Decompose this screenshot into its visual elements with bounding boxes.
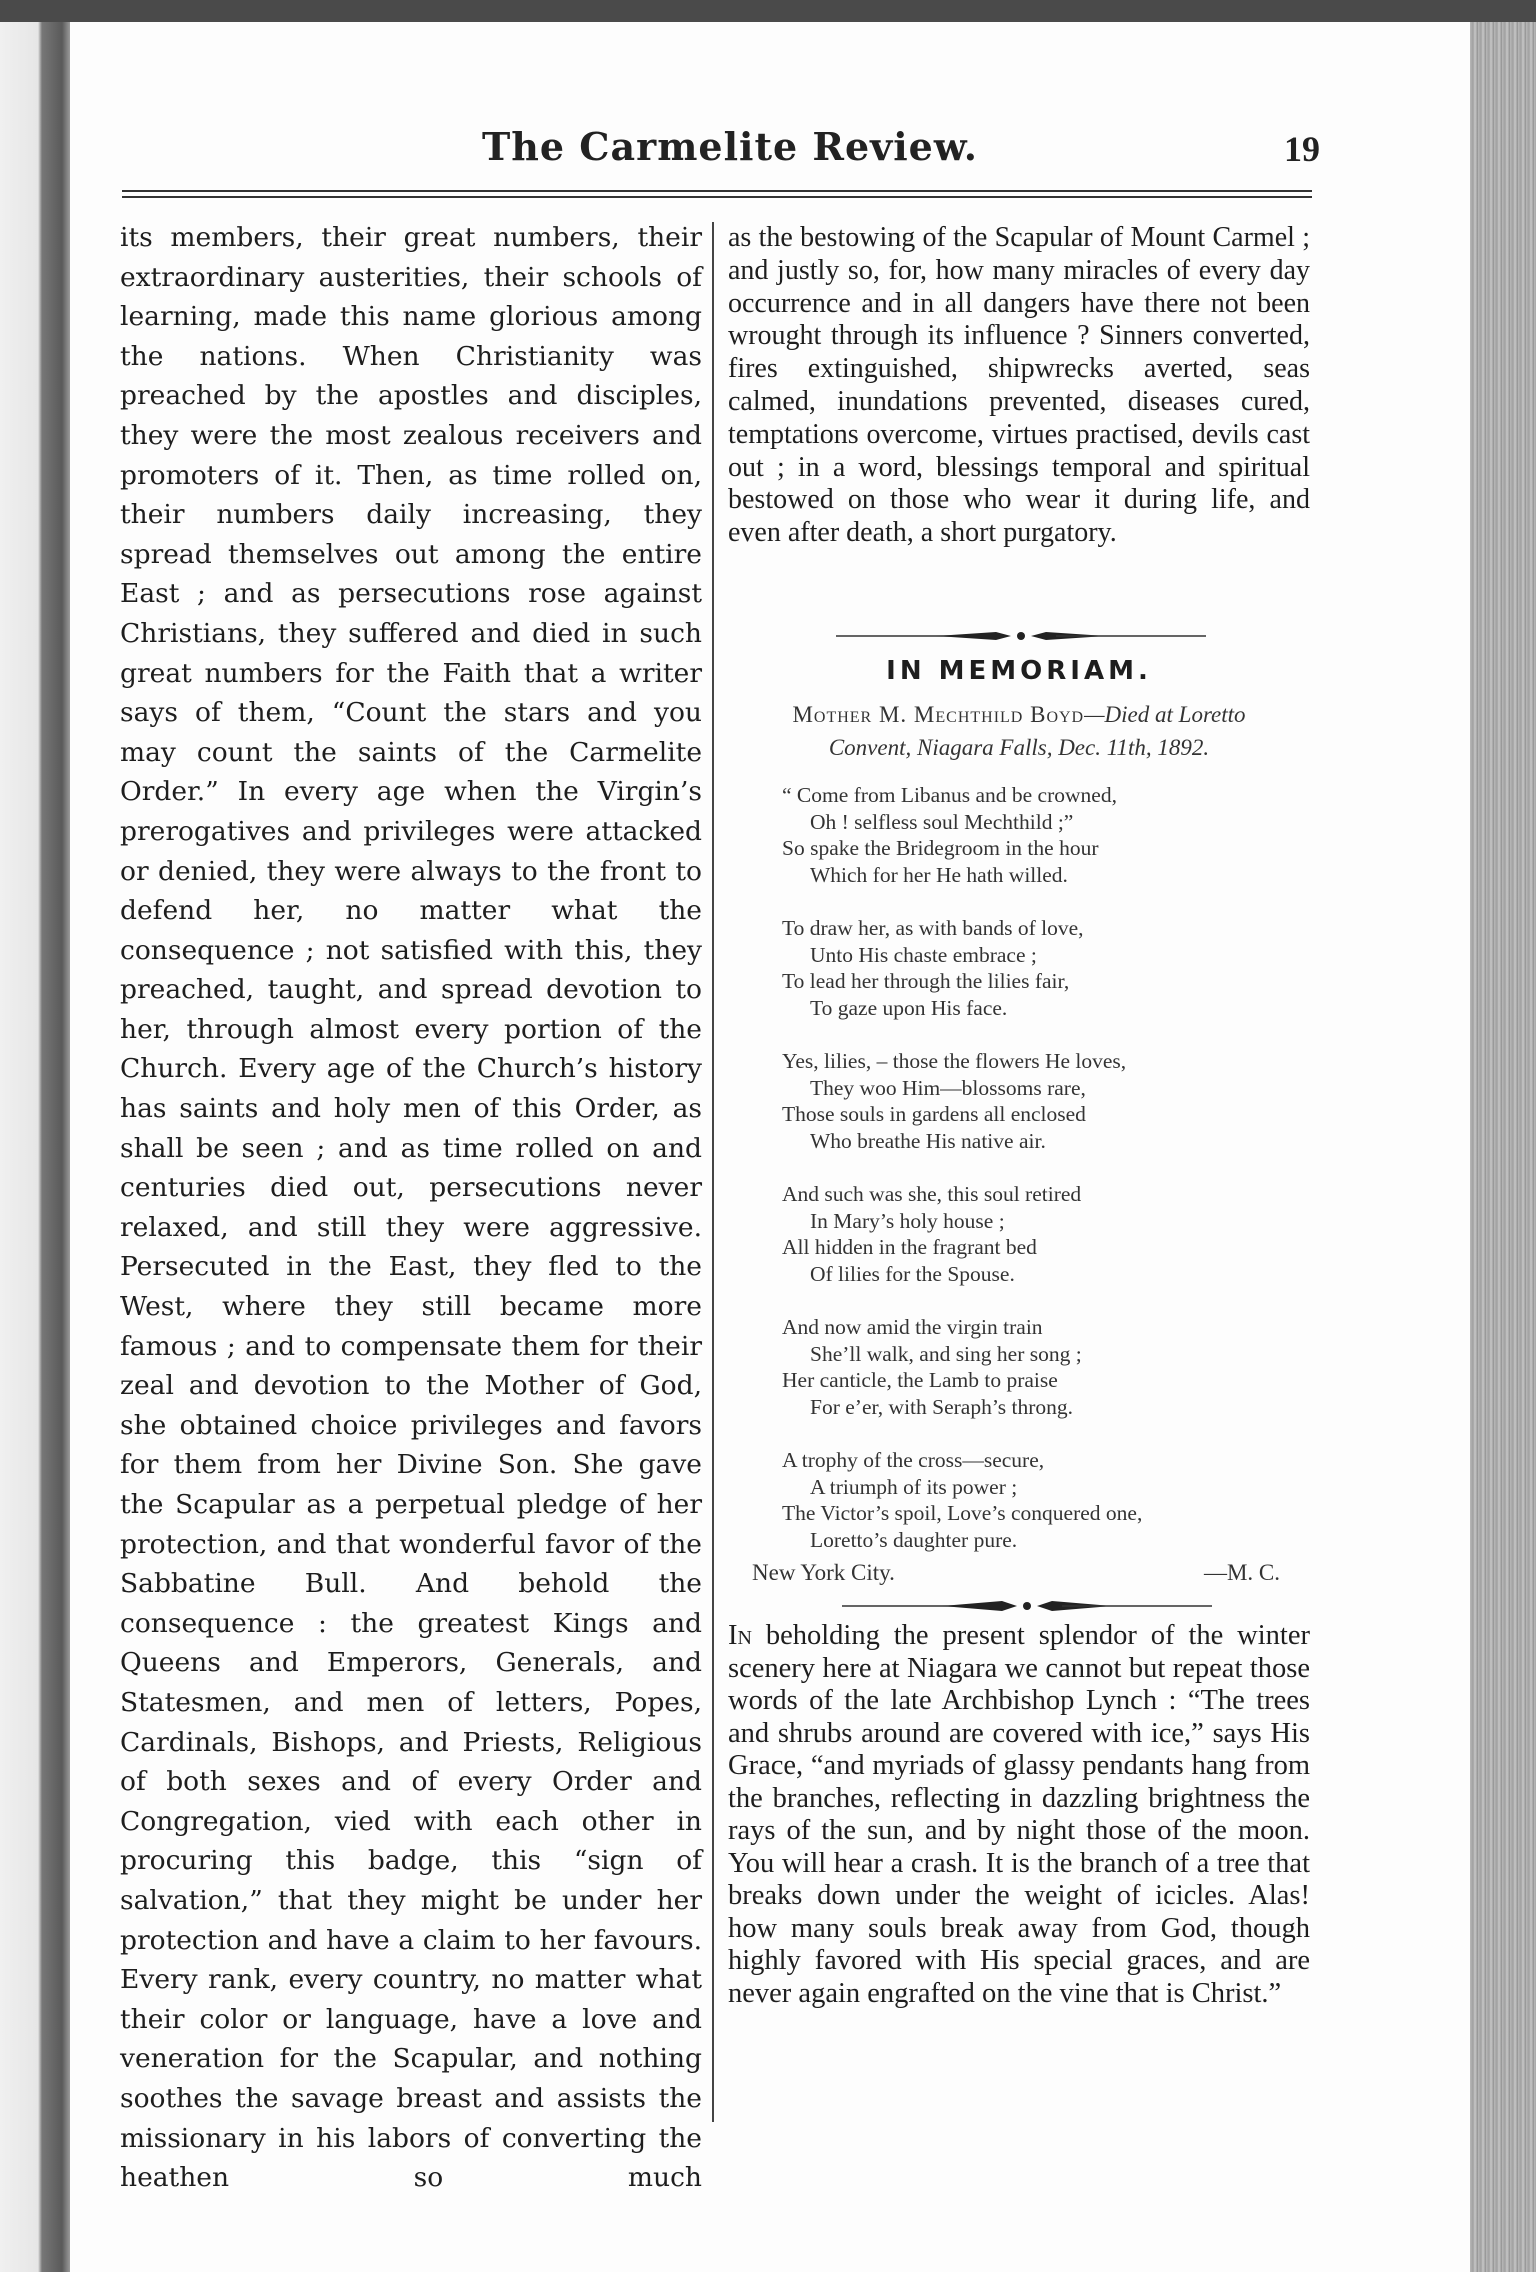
page-title: The Carmelite Review.	[482, 124, 978, 169]
left-column-paragraph: its members, their great numbers, their extraordinary austerities, their schools of learning, made this name glorious among the nations. When Christianity was preached by the apostles and disciples, they were the most zealous receivers and promoters of it. Then, as time rolled on, their numbers daily increasing, they spread themselves out among the entire East ; and as persecutions rose against Christians, they suffered and died in such great numbers for the Faith that a writer says of them, “Count the stars and you may count the saints of the Carmelite Order.” In every age when the Virgin’s prerogatives and privileges were attacked or denied, they were always to the front to defend her, no matter what the consequence ; not satisfied with this, they preached, taught, and spread devotion to her, through almost every portion of the Church. Every age of the Church’s history has saints and holy men of this Order, as shall be seen ; and as time rolled on and centuries died out, persecutions never relaxed, and still they were aggressive. Persecuted in the East, they fled to the West, where they still became more famous ; and to compensate them for their zeal and devotion to the Mother of God, she obtained choice privileges and favors for them from her Divine Son. She gave the Scapular as a perpetual pledge of her protection, and that wonderful favor of the Sabbatine Bull. And behold the consequence : the greatest Kings and Queens and Emperors, Generals, and Statesmen, and men of letters, Popes, Cardinals, Bishops, and Priests, Religious of both sexes and of every Order and Congregation, vied with each other in procuring this badge, this “sign of salvation,” that they might be under her protection and have a claim to her favours. Every rank, every country, no matter what their color or language, have a love and veneration for the Scapular, and nothing soothes the savage breast and assists the missionary in his labors of converting the heathen so much	[120, 222, 702, 2194]
poem-line: In Mary’s holy house ;	[810, 1208, 1005, 1233]
scapular-paragraph: as the bestowing of the Scapular of Mount Carmel ; and justly so, for, how many miracles of every day occurrence and in all dangers have there not been wrought through its influence ? Sinners converted, fires extinguished, shipwrecks averted, seas calmed, inundations prevented, diseases cured, temptations overcome, virtues practised, devils cast out ; in a word, blessings temporal and spiritual bestowed on those who wear it during life, and even after death, a short purgatory.	[728, 222, 1310, 549]
poem-line: And such was she, this soul retired	[782, 1182, 1082, 1206]
poem-line: To draw her, as with bands of love,	[782, 916, 1084, 940]
poem-line: “ Come from Libanus and be crowned,	[782, 783, 1117, 807]
poem-stanza	[782, 915, 1302, 1021]
poem-line: Of lilies for the Spouse.	[810, 1261, 1015, 1286]
poem-line: Oh ! selfless soul Mechthild ;”	[810, 809, 1074, 834]
poem-stanza	[782, 1048, 1302, 1154]
page-edges	[1470, 22, 1536, 2272]
column-divider	[712, 222, 714, 2122]
memoriam-heading: IN MEMORIAM.	[886, 656, 1152, 686]
dedication-line1: —Died at Loretto	[1084, 702, 1246, 727]
right-column-top	[728, 222, 1310, 550]
header-rule	[122, 196, 1312, 198]
poem-line: She’ll walk, and sing her song ;	[810, 1341, 1082, 1366]
poem-line: A triumph of its power ;	[810, 1474, 1018, 1499]
niagara-paragraph	[728, 1620, 1310, 2010]
memoriam-dedication	[728, 698, 1310, 764]
poem-line: And now amid the virgin train	[782, 1315, 1043, 1339]
poem-stanza	[782, 1314, 1302, 1420]
poem-line: To gaze upon His face.	[810, 995, 1008, 1020]
poem-line: A trophy of the cross—secure,	[782, 1448, 1045, 1472]
poem-line: Who breathe His native air.	[810, 1128, 1046, 1153]
poem-line: To lead her through the lilies fair,	[782, 969, 1070, 993]
left-column	[120, 218, 702, 2198]
poem-stanza	[782, 1181, 1302, 1287]
paragraph-first-word: In	[728, 1620, 752, 1651]
page-number: 19	[1284, 129, 1320, 169]
right-column-bottom	[728, 1620, 1310, 2010]
poem-line: The Victor’s spoil, Love’s conquered one,	[782, 1501, 1143, 1525]
niagara-paragraph-text: beholding the present splendor of the winter scenery here at Niagara we cannot but repeat those words of the late Archbishop Lynch : “The trees and shrubs around are covered with ice,” says His Grace, “and myriads of glassy pendants hang from the branches, reflecting in dazzling brightness the rays of the sun, and by night those of the moon. You will hear a crash. It is the branch of a tree that breaks down under the weight of icicles. Alas! how many souls break away from God, though highly favored with His special graces, and are never again engrafted on the vine that is Christ.”	[728, 1620, 1310, 2009]
poem-line: Those souls in gardens all enclosed	[782, 1102, 1086, 1126]
poem-line: Which for her He hath willed.	[810, 862, 1068, 887]
poem-line: Yes, lilies, – those the flowers He loves,	[782, 1049, 1127, 1073]
ornament-divider	[836, 626, 1206, 646]
poem-location: New York City.	[752, 1560, 895, 1585]
dedication-name: Mother M. Mechthild Boyd	[792, 702, 1085, 727]
dedication-line2: Convent, Niagara Falls, Dec. 11th, 1892.	[828, 735, 1210, 760]
poem-signature: —M. C.	[1203, 1560, 1280, 1585]
header-rule	[122, 190, 1312, 192]
poem-line: All hidden in the fragrant bed	[782, 1235, 1037, 1259]
poem-line: So spake the Bridegroom in the hour	[782, 836, 1099, 860]
poem-stanza	[782, 782, 1302, 888]
scan-top-edge	[0, 0, 1536, 22]
poem-line: Her canticle, the Lamb to praise	[782, 1368, 1058, 1392]
book-spine-shadow	[0, 22, 70, 2272]
poem-line: For e’er, with Seraph’s throng.	[810, 1394, 1074, 1419]
memoriam-poem	[782, 782, 1302, 1580]
poem-line: Unto His chaste embrace ;	[810, 942, 1037, 967]
poem-line: Loretto’s daughter pure.	[810, 1527, 1018, 1552]
poem-line: They woo Him—blossoms rare,	[810, 1075, 1086, 1100]
poem-stanza	[782, 1447, 1302, 1553]
ornament-divider	[842, 1596, 1212, 1616]
